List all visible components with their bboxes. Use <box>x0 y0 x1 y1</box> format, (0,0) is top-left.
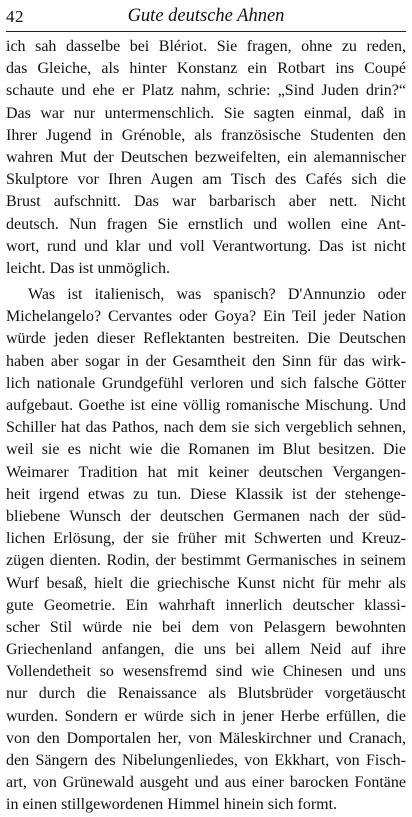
text-line: Was ist italienisch, was spanisch? D'Annunzio oder <box>28 286 406 304</box>
text-line: den Sängern des Nibelungenliedes, von Ekkhart, von Fisch- <box>6 752 406 769</box>
text-line: von den Domportalen her, von Mäleskirchner und Cranach, <box>6 729 406 747</box>
text-line: gute Geometrie. Ein wahrhaft innerlich deutscher klassi- <box>6 596 406 614</box>
text-line: nur durch die Renaissance als Blutsbrüder vorgetäuscht <box>6 685 406 703</box>
page-number: 42 <box>6 7 24 26</box>
text-line: Schiller hat das Pathos, nach dem sie sich vergeblich sehnen, <box>6 419 406 437</box>
text-line: Michelangelo? Cervantes oder Goya? Ein Teil jeder Nation <box>6 308 406 326</box>
header-rule <box>6 31 406 32</box>
text-line: würde jeden dieser Reflektanten bestreiten. Die Deutschen <box>6 330 406 348</box>
text-line: Wurf besaß, hielt die griechische Kunst nicht für mehr als <box>6 574 406 592</box>
page-header <box>6 4 406 30</box>
paragraph-2 <box>6 284 406 817</box>
text-line: zügen dienten. Rodin, der bestimmt Germanisches in seinem <box>6 552 406 570</box>
text-line: Weimarer Tradition hat mit keiner deutschen Vergangen- <box>6 463 406 481</box>
body-text <box>6 36 406 817</box>
text-line: lich nationale Grundgefühl verloren und sich falsche Götter <box>6 374 406 392</box>
text-line: Das war nur untermenschlich. Sie sagten einmal, daß in <box>6 104 406 122</box>
text-line: bliebene Wunsch der deutschen Germanen nach der süd- <box>6 507 406 525</box>
text-line: wahren Mut der Deutschen bezweifelten, ein alemannischer <box>6 148 406 166</box>
running-title: Gute deutsche Ahnen <box>127 6 285 26</box>
text-line: deutsch. Nun fragen Sie ernstlich und wollen eine Ant- <box>6 215 406 233</box>
paragraph-1 <box>6 36 406 280</box>
text-line: heit irgend etwas zu tun. Diese Klassik ist der stehenge- <box>6 485 406 503</box>
text-line: art, von Grünewald ausgeht und aus einer barocken Fontäne <box>6 774 406 792</box>
text-line: haben aber sogar in der Gesamtheit den Sinn für das wirk- <box>6 352 406 370</box>
text-line: Vollendetheit so wesensfremd sind wie Chinesen und uns <box>6 663 406 681</box>
text-line: Ihrer Jugend in Grénoble, als französische Studenten den <box>6 126 406 144</box>
text-line: Brust aufschnitt. Das war barbarisch aber nett. Nicht <box>6 193 406 211</box>
text-line: wurden. Sondern er würde sich in jener Herbe erfüllen, die <box>6 707 406 725</box>
text-line: das Gleiche, als hinter Konstanz ein Rotbart ins Coupé <box>6 60 406 78</box>
text-line: scher Stil würde nie bei dem von Pelasgern bewohnten <box>6 618 406 636</box>
text-line: wort, rund und klar und voll Verantwortung. Das ist nicht <box>6 237 406 255</box>
text-line: aufgebaut. Goethe ist eine völlig romanische Mischung. Und <box>6 397 406 414</box>
text-line: Griechenland anfangen, die uns bei allem Neid auf ihre <box>6 641 406 659</box>
text-line: ich sah dasselbe bei Blériot. Sie fragen, ohne zu reden, <box>6 38 406 55</box>
text-line: leicht. Das ist unmöglich. <box>6 259 170 277</box>
text-line: schaute und ehe er Platz nahm, schrie: „Sind Juden drin?“ <box>6 82 406 100</box>
text-line: weil sie es nicht wie die Romanen im Blut besitzen. Die <box>6 441 406 459</box>
text-line: lichen Erlösung, der sie früher mit Schwerten und Kreuz- <box>6 530 406 548</box>
text-line: in einen stillgewordenen Himmel hinein sich formt. <box>6 796 338 814</box>
text-line: Skulptore vor Ihren Augen am Tisch des Cafés sich die <box>6 171 406 189</box>
